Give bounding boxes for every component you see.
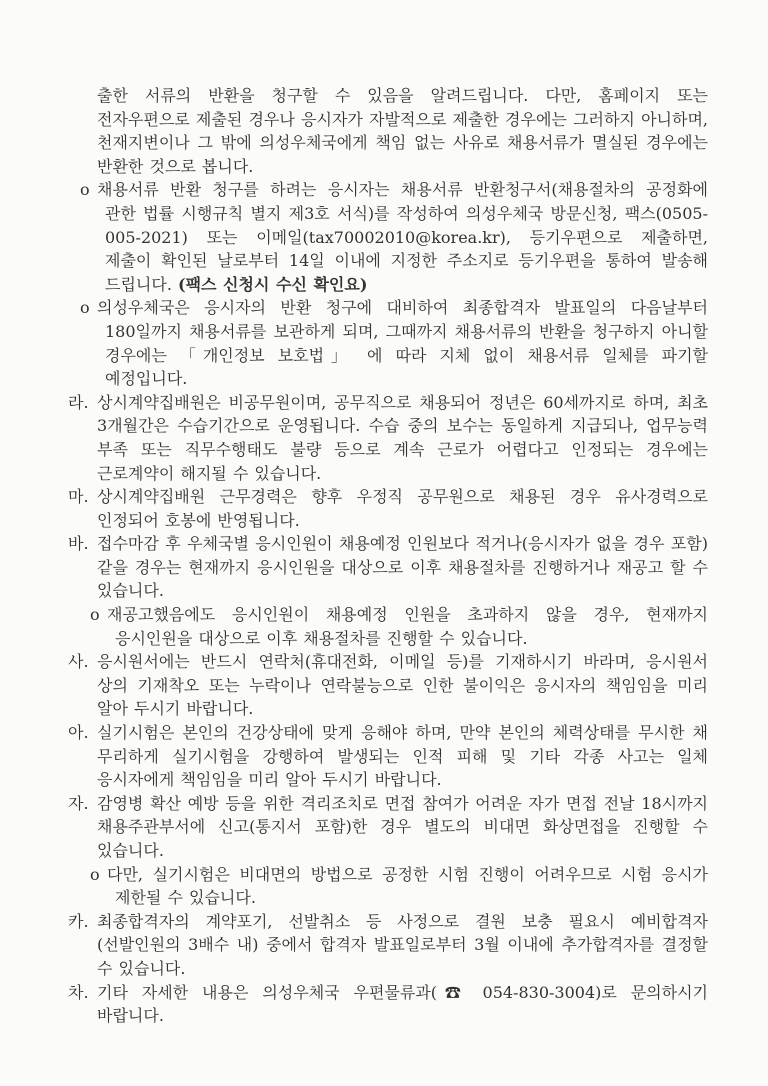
list-marker-a: 아. — [68, 723, 89, 743]
list-text — [97, 721, 708, 792]
bullet-text — [97, 296, 708, 390]
list-item — [68, 178, 708, 296]
list-text — [97, 910, 708, 981]
text-run: 재공고했음에도 응시인원이 채용예정 인원을 초과하지 않을 경우, 현재까지 응시인원을 대상으로 이후 채용절차를 진행할 수 있습니다. — [107, 605, 708, 648]
list-item — [68, 981, 708, 1028]
text-run: 다만, 실기시험은 비대면의 방법으로 공정한 시험 진행이 어려우므로 시험 응시가 제한될 수 있습니다. — [107, 864, 708, 908]
text-run: 의성우체국은 응시자의 반환 청구에 대비하여 최종합격자 발표일의 다음날부터 180일까지 채용서류를 보관하게 되며, 그때까지 채용서류의 반환을 청구하지 아니할 경우에는 「개인정보 보호법」 에 따라 지체 없이 채용서류 일체를 파기할 예정입니다. — [97, 298, 708, 389]
text-run: 접수마감 후 우체국별 응시인원이 채용예정 인원보다 적거나(응시자가 없을 경우 포함) 같을 경우는 현재까지 응시인원을 대상으로 이후 채용절차를 진행하거나 재공고 할 수 있습니다. — [97, 534, 708, 601]
text-run: 상시계약집배원은 비공무원이며, 공무직으로 채용되어 정년은 60세까지로 하며, 최초 3개월간은 수습기간으로 운영됩니다. 수습 중의 보수는 동일하게 지급되나, 업무능력 부족 또는 직무수행태도 불량 등으로 계속 근로가 어렵다고 인정되는 경우에는 근로계약이 해지될 수 있습니다. — [97, 392, 708, 483]
list-item — [68, 721, 708, 792]
list-marker-ra: 라. — [68, 392, 89, 412]
text-run: 출한 서류의 반환을 청구할 수 있음을 알려드립니다. 다만, 홈페이지 또는 전자우편으로 제출된 경우나 응시자가 자발적으로 제출한 경우에는 그러하지 아니하며, 천재지변이나 그 밖에 의성우체국에게 책임 없는 사유로 채용서류가 멸실된 경우에는 반환한 것으로 봅니다. — [97, 86, 708, 176]
bullet-marker: o — [80, 180, 90, 200]
list-item — [68, 485, 708, 532]
list-marker-ja: 자. — [68, 793, 89, 813]
bullet-text — [107, 603, 708, 650]
fax-confirm-bold-note: (팩스 신청시 수신 확인요) — [178, 274, 368, 294]
bullet-text — [107, 863, 708, 910]
text-run: 상시계약집배원 근무경력은 향후 우정직 공무원으로 채용된 경우 유사경력으로 인정되어 호봉에 반영됩니다. — [97, 487, 708, 530]
list-text — [97, 532, 708, 603]
list-marker-ba: 바. — [68, 534, 89, 554]
text-run: 감영병 확산 예방 등을 위한 격리조치로 면접 참여가 어려운 자가 면접 전날 18시까지 채용주관부서에 신고(통지서 포함)한 경우 별도의 비대면 화상면접을 진행할 수 있습니다. — [97, 793, 708, 860]
list-marker-cha: 차. — [68, 982, 89, 1002]
list-text — [97, 650, 708, 721]
list-item — [68, 296, 708, 390]
paragraph-continuation-text — [97, 84, 708, 178]
list-text — [97, 391, 708, 485]
list-text — [97, 485, 708, 532]
text-run: 응시원서에는 반드시 연락처(휴대전화, 이메일 등)를 기재하시기 바라며, 응시원서 상의 기재착오 또는 누락이나 연락불능으로 인한 불이익은 응시자의 책임임을 미리 알아 두시기 바랍니다. — [97, 652, 708, 719]
list-text — [97, 792, 708, 863]
list-marker-ka: 카. — [68, 911, 89, 931]
text-run: 기타 자세한 내용은 의성우체국 우편물류과(☎ 054-830-3004)로 문의하시기 바랍니다. — [97, 982, 708, 1026]
text-run: 실기시험은 본인의 건강상태에 맞게 응해야 하며, 만약 본인의 체력상태를 무시한 채 무리하게 실기시험을 강행하여 발생되는 인적 피해 및 기타 각종 사고는 일체 응시자에게 책임임을 미리 알아 두시기 바랍니다. — [97, 723, 708, 790]
list-item — [68, 532, 708, 603]
list-item — [68, 391, 708, 485]
text-run: 채용서류 반환 청구를 하려는 응시자는 채용서류 반환청구서(채용절차의 공정화에 관한 법률 시행규칙 별지 제3호 서식)를 작성하여 의성우체국 방문신청, 팩스(0505-005-2021) 또는 이메일(tax70002010@korea.kr), 등기우편으로 제출하면, 제출이 확인된 날로부터 14일 이내에 지정한 주소지로 등기우편을 통하여 발송해 드립니다. — [97, 180, 708, 294]
list-item — [68, 84, 708, 178]
bullet-marker: o — [90, 864, 100, 884]
list-item — [68, 910, 708, 981]
bullet-text — [97, 178, 708, 296]
list-item — [68, 792, 708, 863]
list-marker-sa: 사. — [68, 652, 89, 672]
list-item — [68, 650, 708, 721]
list-text — [97, 981, 708, 1028]
list-item — [68, 863, 708, 910]
list-marker-ma: 마. — [68, 487, 89, 507]
bullet-marker: o — [90, 605, 100, 625]
bullet-marker: o — [80, 298, 90, 318]
list-item — [68, 603, 708, 650]
text-run: 최종합격자의 계약포기, 선발취소 등 사정으로 결원 보충 필요시 예비합격자(선발인원의 3배수 내) 중에서 합격자 발표일로부터 3월 이내에 추가합격자를 결정할 수 있습니다. — [97, 911, 708, 978]
